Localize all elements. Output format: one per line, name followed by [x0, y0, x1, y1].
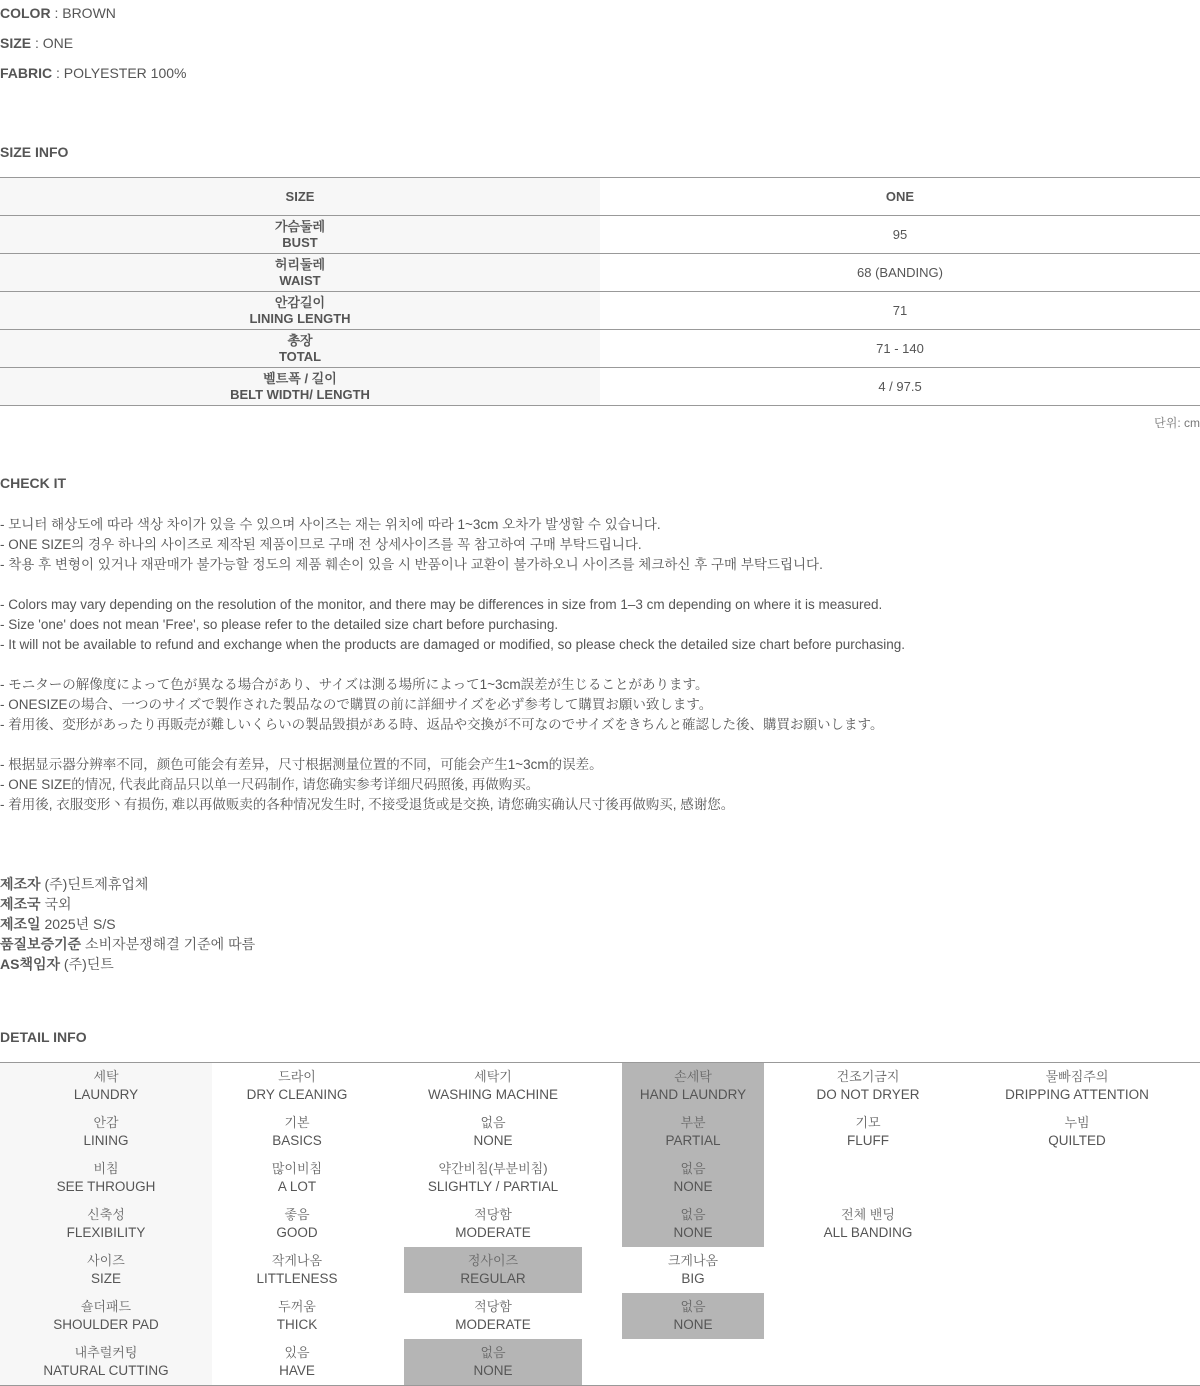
detail-cell-selected [622, 1293, 764, 1339]
unit-note: 단위: cm [1154, 416, 1200, 430]
detail-label-en: NATURAL CUTTING [43, 1363, 169, 1378]
check-it-title: CHECK IT [0, 475, 67, 491]
detail-label-ko: 신축성 [87, 1207, 125, 1222]
detail-option [404, 1109, 582, 1155]
detail-label-en: BIG [681, 1271, 705, 1286]
detail-label-ko: 없음 [680, 1207, 706, 1222]
size-row-value: 95 [892, 227, 908, 242]
detail-label-ko: 드라이 [278, 1069, 316, 1084]
maker-line [0, 874, 255, 894]
maker-line [0, 934, 255, 954]
detail-label-ko: 작게나옴 [271, 1253, 323, 1268]
detail-option [764, 1201, 972, 1247]
note-line: - ONE SIZE的情况, 代表此商品只以单一尺码制作, 请您确实参考详细尺码照後, 再做购买。 [0, 777, 540, 792]
size-label-en: LINING LENGTH [249, 310, 351, 326]
detail-category [0, 1109, 212, 1155]
detail-cell-selected [622, 1109, 764, 1155]
detail-label-ko: 부분 [680, 1115, 706, 1130]
detail-label-en: MODERATE [455, 1225, 531, 1240]
detail-label-ko: 물빠짐주의 [1045, 1069, 1109, 1084]
detail-row [0, 1201, 1200, 1247]
detail-label-ko: 없음 [680, 1161, 706, 1176]
detail-option [212, 1247, 382, 1293]
note-line: - 着用後, 衣服变形丶有损伤, 难以再做贩卖的各种情况发生时, 不接受退货或是交换, 请您确实确认尺寸後再做购买, 感谢您。 [0, 797, 735, 812]
detail-label-ko: 손세탁 [674, 1069, 712, 1084]
size-row-lining-length [0, 292, 1200, 330]
size-label-en: BELT WIDTH/ LENGTH [230, 386, 370, 402]
size-row-value: 4 / 97.5 [878, 379, 922, 394]
detail-option [212, 1293, 382, 1339]
detail-label-en: GOOD [276, 1225, 318, 1240]
detail-option [212, 1201, 382, 1247]
detail-row [0, 1109, 1200, 1155]
detail-label-en: DRIPPING ATTENTION [1005, 1087, 1149, 1102]
detail-row [0, 1339, 1200, 1385]
detail-label-en: HAVE [279, 1363, 315, 1378]
size-row-label [0, 368, 600, 405]
detail-option [622, 1247, 764, 1293]
detail-label-ko: 많이비침 [271, 1161, 323, 1176]
maker-label: 품질보증기준 [0, 936, 82, 952]
maker-info [0, 874, 255, 974]
spec-value: : POLYESTER 100% [52, 65, 187, 81]
size-label-en: BUST [282, 234, 318, 250]
maker-label: AS책임자 [0, 956, 61, 972]
detail-label-en: LITTLENESS [256, 1271, 338, 1286]
detail-option [972, 1109, 1182, 1155]
size-label-en: TOTAL [278, 348, 322, 364]
detail-cell-selected [622, 1155, 764, 1201]
spec-label: SIZE [0, 35, 32, 51]
detail-label-ko: 기본 [284, 1115, 310, 1130]
detail-label-en: FLUFF [847, 1133, 889, 1148]
detail-label-en: QUILTED [1048, 1133, 1106, 1148]
detail-label-ko: 크게나옴 [667, 1253, 719, 1268]
detail-label-en: SLIGHTLY / PARTIAL [427, 1179, 559, 1194]
size-row-label [0, 292, 600, 329]
detail-option [404, 1063, 582, 1109]
detail-label-en: SHOULDER PAD [53, 1317, 159, 1332]
detail-label-en: MODERATE [455, 1317, 531, 1332]
maker-line [0, 914, 255, 934]
detail-label-ko: 기모 [855, 1115, 881, 1130]
detail-option [404, 1293, 582, 1339]
detail-row [0, 1063, 1200, 1109]
detail-label-ko: 있음 [284, 1345, 310, 1360]
detail-option [764, 1109, 972, 1155]
detail-label-ko: 좋음 [284, 1207, 310, 1222]
detail-category [0, 1201, 212, 1247]
detail-label-ko: 없음 [480, 1345, 506, 1360]
detail-label-ko: 건조기금지 [836, 1069, 900, 1084]
detail-option [404, 1201, 582, 1247]
detail-row [0, 1293, 1200, 1339]
spec-value: : BROWN [50, 5, 116, 21]
note-line: - 根据显示器分辨率不同，颜色可能会有差异，尺寸根据测量位置的不同，可能会产生1~3cm的误差。 [0, 757, 603, 772]
note-line: - ONE SIZE의 경우 하나의 사이즈로 제작된 제품이므로 구매 전 상세사이즈를 꼭 참고하여 구매 부탁드립니다. [0, 537, 642, 552]
spec-value: : ONE [31, 35, 74, 51]
detail-option [212, 1109, 382, 1155]
size-label-en: WAIST [279, 272, 321, 288]
detail-label-ko: 없음 [680, 1299, 706, 1314]
detail-option [212, 1155, 382, 1201]
maker-label: 제조국 [0, 896, 41, 912]
maker-value: (주)딘트 [60, 956, 114, 972]
spec-size [0, 35, 73, 51]
detail-label-en: NONE [473, 1133, 513, 1148]
size-label-ko: 가슴둘레 [274, 218, 326, 234]
detail-label-ko: 세탁 [93, 1069, 119, 1084]
detail-label-ko: 비침 [93, 1161, 119, 1176]
spec-label: FABRIC [0, 65, 53, 81]
size-row-value: 68 (BANDING) [857, 265, 943, 280]
detail-label-en: DRY CLEANING [246, 1087, 348, 1102]
note-line: - It will not be available to refund and exchange when the products are damaged or modified, so please check the detailed size chart before purchasing. [0, 637, 906, 652]
detail-label-ko: 없음 [480, 1115, 506, 1130]
detail-info-title: DETAIL INFO [0, 1029, 87, 1045]
size-row-label [0, 254, 600, 291]
detail-label-en: ALL BANDING [823, 1225, 913, 1240]
detail-label-en: A LOT [277, 1179, 317, 1194]
detail-label-en: FLEXIBILITY [66, 1225, 146, 1240]
detail-label-ko: 누빔 [1064, 1115, 1090, 1130]
detail-label-ko: 사이즈 [87, 1253, 125, 1268]
detail-label-ko: 적당함 [474, 1299, 512, 1314]
detail-label-en: BASICS [272, 1133, 322, 1148]
spec-label: COLOR [0, 5, 51, 21]
size-row-value: 71 [892, 303, 908, 318]
note-line: - 모니터 해상도에 따라 색상 차이가 있을 수 있으며 사이즈는 재는 위치에 따라 1~3cm 오차가 발생할 수 있습니다. [0, 517, 661, 532]
size-table [0, 177, 1200, 406]
size-header-label: SIZE [0, 178, 600, 215]
size-row-belt [0, 368, 1200, 406]
detail-label-ko: 숄더패드 [80, 1299, 132, 1314]
maker-line [0, 894, 255, 914]
detail-label-en: HAND LAUNDRY [639, 1087, 747, 1102]
detail-label-ko: 정사이즈 [467, 1253, 519, 1268]
detail-option [972, 1063, 1182, 1109]
detail-table [0, 1062, 1200, 1386]
size-info-title: SIZE INFO [0, 144, 69, 160]
detail-option [212, 1063, 382, 1109]
detail-label-en: THICK [276, 1317, 318, 1332]
note-line: - Size 'one' does not mean 'Free', so please refer to the detailed size chart before purchasing. [0, 617, 559, 632]
note-line: - ONESIZEの場合、一つのサイズで製作された製品なので購買の前に詳細サイズを必ず参考して購買お願い致します。 [0, 697, 713, 712]
detail-option [404, 1155, 582, 1201]
detail-label-en: SEE THROUGH [56, 1179, 156, 1194]
maker-line [0, 954, 255, 974]
detail-label-en: NONE [673, 1179, 713, 1194]
size-row-value: 71 - 140 [876, 341, 924, 356]
detail-label-ko: 전체 밴딩 [841, 1207, 895, 1222]
detail-label-en: LINING [83, 1133, 129, 1148]
spec-fabric [0, 65, 186, 81]
note-line: - 착용 후 변형이 있거나 재판매가 불가능할 정도의 제품 훼손이 있을 시 반품이나 교환이 불가하오니 사이즈를 체크하신 후 구매 부탁드립니다. [0, 557, 823, 572]
detail-cell-selected [404, 1247, 582, 1293]
maker-label: 제조일 [0, 916, 41, 932]
detail-label-en: NONE [473, 1363, 513, 1378]
detail-cell-selected [622, 1201, 764, 1247]
size-header-value: ONE [885, 189, 915, 204]
detail-label-ko: 약간비침(부분비침) [438, 1161, 548, 1176]
note-line: - Colors may vary depending on the resolution of the monitor, and there may be differences in size from 1–3 cm depending on where it is measured. [0, 597, 883, 612]
maker-value: 소비자분쟁해결 기준에 따름 [81, 936, 256, 952]
size-table-header [0, 178, 1200, 216]
maker-value: (주)딘트제휴업체 [40, 876, 149, 892]
detail-option [212, 1339, 382, 1385]
detail-label-ko: 적당함 [474, 1207, 512, 1222]
detail-label-en: PARTIAL [665, 1133, 721, 1148]
size-label-ko: 벨트폭 / 길이 [263, 370, 337, 386]
size-row-label [0, 216, 600, 253]
detail-cell-selected [622, 1063, 764, 1109]
detail-label-en: NONE [673, 1317, 713, 1332]
detail-category [0, 1293, 212, 1339]
size-label-ko: 안감길이 [274, 294, 326, 310]
detail-label-en: DO NOT DRYER [816, 1087, 920, 1102]
detail-row [0, 1155, 1200, 1201]
maker-value: 2025년 S/S [40, 916, 116, 932]
note-line: - 着用後、変形があったり再販売が難しいくらいの製品毀損がある時、返品や交換が不可なのでサイズをきちんと確認した後、購買お願いします。 [0, 717, 884, 732]
maker-label: 제조자 [0, 876, 41, 892]
detail-label-en: REGULAR [460, 1271, 526, 1286]
detail-category [0, 1247, 212, 1293]
size-row-total [0, 330, 1200, 368]
detail-category [0, 1063, 212, 1109]
detail-category [0, 1339, 212, 1385]
size-label-ko: 허리둘레 [274, 256, 326, 272]
detail-label-en: WASHING MACHINE [427, 1087, 558, 1102]
check-it-notes [0, 515, 905, 815]
spec-color [0, 5, 116, 21]
detail-label-en: SIZE [90, 1271, 121, 1286]
detail-label-en: LAUNDRY [73, 1087, 139, 1102]
detail-category [0, 1155, 212, 1201]
detail-label-ko: 세탁기 [474, 1069, 512, 1084]
detail-label-ko: 두꺼움 [278, 1299, 316, 1314]
size-row-waist [0, 254, 1200, 292]
detail-cell-selected [404, 1339, 582, 1385]
detail-label-en: NONE [673, 1225, 713, 1240]
detail-label-ko: 내추럴커팅 [74, 1345, 138, 1360]
size-label-ko: 총장 [287, 332, 313, 348]
detail-row [0, 1247, 1200, 1293]
note-line: - モニターの解像度によって色が異なる場合があり、サイズは測る場所によって1~3cm誤差が生じることがあります。 [0, 677, 709, 692]
size-row-label [0, 330, 600, 367]
size-row-bust [0, 216, 1200, 254]
detail-option [764, 1063, 972, 1109]
detail-label-ko: 안감 [93, 1115, 119, 1130]
maker-value: 국외 [40, 896, 72, 912]
